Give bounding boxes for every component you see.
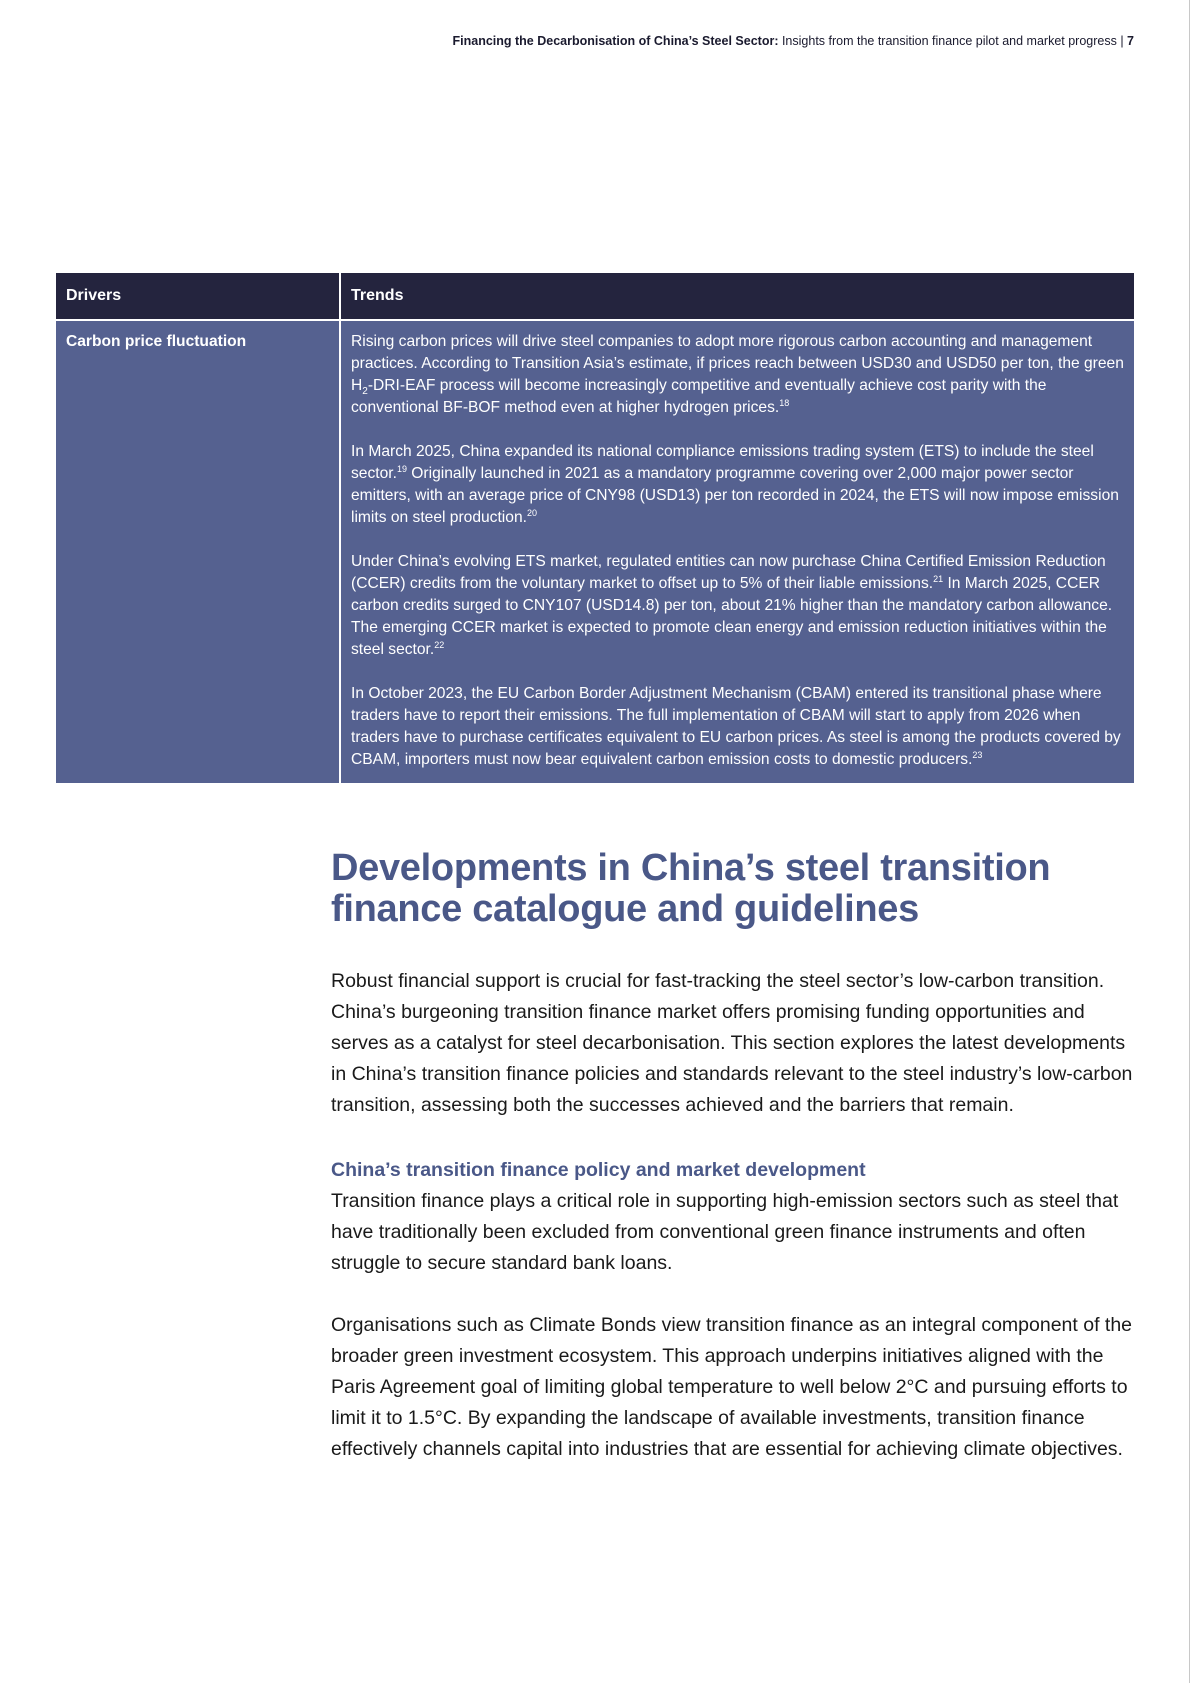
footnote-ref: 19 bbox=[396, 463, 407, 474]
trend-paragraph-3 bbox=[351, 551, 1124, 661]
trend-text: In October 2023, the EU Carbon Border Adjustment Mechanism (CBAM) entered its transitional phase where traders have to report their emissions. The full implementation of CBAM will start to apply from 2026 when traders have to purchase certificates equivalent to EU carbon prices. As steel is among the products covered by CBAM, importers must now bear equivalent carbon emission costs to domestic producers. bbox=[351, 685, 1121, 768]
trend-text: Originally launched in 2021 as a mandatory programme covering over 2,000 major power sector emitters, with an average price of CNY98 (USD13) per ton recorded in 2024, the ETS will now impose emission limits on steel production. bbox=[351, 465, 1119, 526]
trend-text: Under China’s evolving ETS market, regulated entities can now purchase China Certified Emission Reduction (CCER) credits from the voluntary market to offset up to 5% of their liable emissions. bbox=[351, 553, 1106, 592]
body-paragraph-1: Transition finance plays a critical role in supporting high-emission sectors such as steel that have traditionally been excluded from conventional green finance instruments and often struggle to secure standard bank loans. bbox=[331, 1190, 1119, 1274]
trends-cell bbox=[340, 320, 1134, 783]
trend-paragraph-2 bbox=[351, 441, 1124, 529]
driver-cell: Carbon price fluctuation bbox=[56, 320, 340, 783]
column-header-drivers: Drivers bbox=[56, 273, 340, 320]
footnote-ref: 21 bbox=[933, 573, 944, 584]
subscript: 2 bbox=[362, 386, 368, 398]
section-developments bbox=[331, 848, 1136, 1465]
trend-paragraph-4 bbox=[351, 683, 1124, 771]
trend-text: In March 2025, CCER carbon credits surged to CNY107 (USD14.8) per ton, about 21% higher than the mandatory carbon allowance. The emerging CCER market is expected to promote clean energy and emission reduction initiatives within the steel sector. bbox=[351, 575, 1113, 658]
running-header bbox=[453, 34, 1135, 48]
footnote-ref: 23 bbox=[972, 749, 983, 760]
trend-text: Rising carbon prices will drive steel companies to adopt more rigorous carbon accounting and management practices. According to Transition Asia’s estimate, if prices reach between USD30 and USD50 per ton, the green H bbox=[351, 333, 1124, 394]
trend-text: In March 2025, China expanded its national compliance emissions trading system (ETS) to include the steel sector. bbox=[351, 443, 1094, 482]
lead-paragraph: Robust financial support is crucial for fast-tracking the steel sector’s low-carbon transition. China’s burgeoning transition finance market offers promising funding opportunities and serves as a catalyst for steel decarbonisation. This section explores the latest developments in China’s transition finance policies and standards relevant to the steel industry’s low-carbon transition, assessing both the successes achieved and the barriers that remain. bbox=[331, 970, 1133, 1116]
footnote-ref: 22 bbox=[434, 639, 445, 650]
body-paragraph-2: Organisations such as Climate Bonds view transition finance as an integral component of the broader green investment ecosystem. This approach underpins initiatives aligned with the Paris Agreement goal of limiting global temperature to well below 2°C and pursuing efforts to limit it to 1.5°C. By expanding the landscape of available investments, transition finance effectively channels capital into industries that are essential for achieving climate objectives. bbox=[331, 1314, 1133, 1460]
section-heading: Developments in China’s steel transition finance catalogue and guidelines bbox=[331, 847, 1051, 930]
footnote-ref: 20 bbox=[526, 507, 537, 518]
column-header-trends: Trends bbox=[340, 273, 1134, 320]
page-number: 7 bbox=[1127, 34, 1134, 48]
trend-text: -DRI-EAF process will become increasingly competitive and eventually achieve cost parity with the conventional BF-BOF method even at higher hydrogen prices. bbox=[351, 377, 1047, 416]
table-header-row bbox=[56, 273, 1134, 320]
table-row bbox=[56, 320, 1134, 783]
subsection-heading: China’s transition finance policy and market development bbox=[331, 1159, 866, 1181]
report-subtitle: Insights from the transition finance pilot and market progress | bbox=[778, 34, 1128, 48]
drivers-trends-table bbox=[56, 273, 1134, 783]
trend-paragraph-1 bbox=[351, 331, 1124, 419]
report-title: Financing the Decarbonisation of China’s Steel Sector: bbox=[452, 34, 779, 48]
footnote-ref: 18 bbox=[779, 397, 790, 408]
